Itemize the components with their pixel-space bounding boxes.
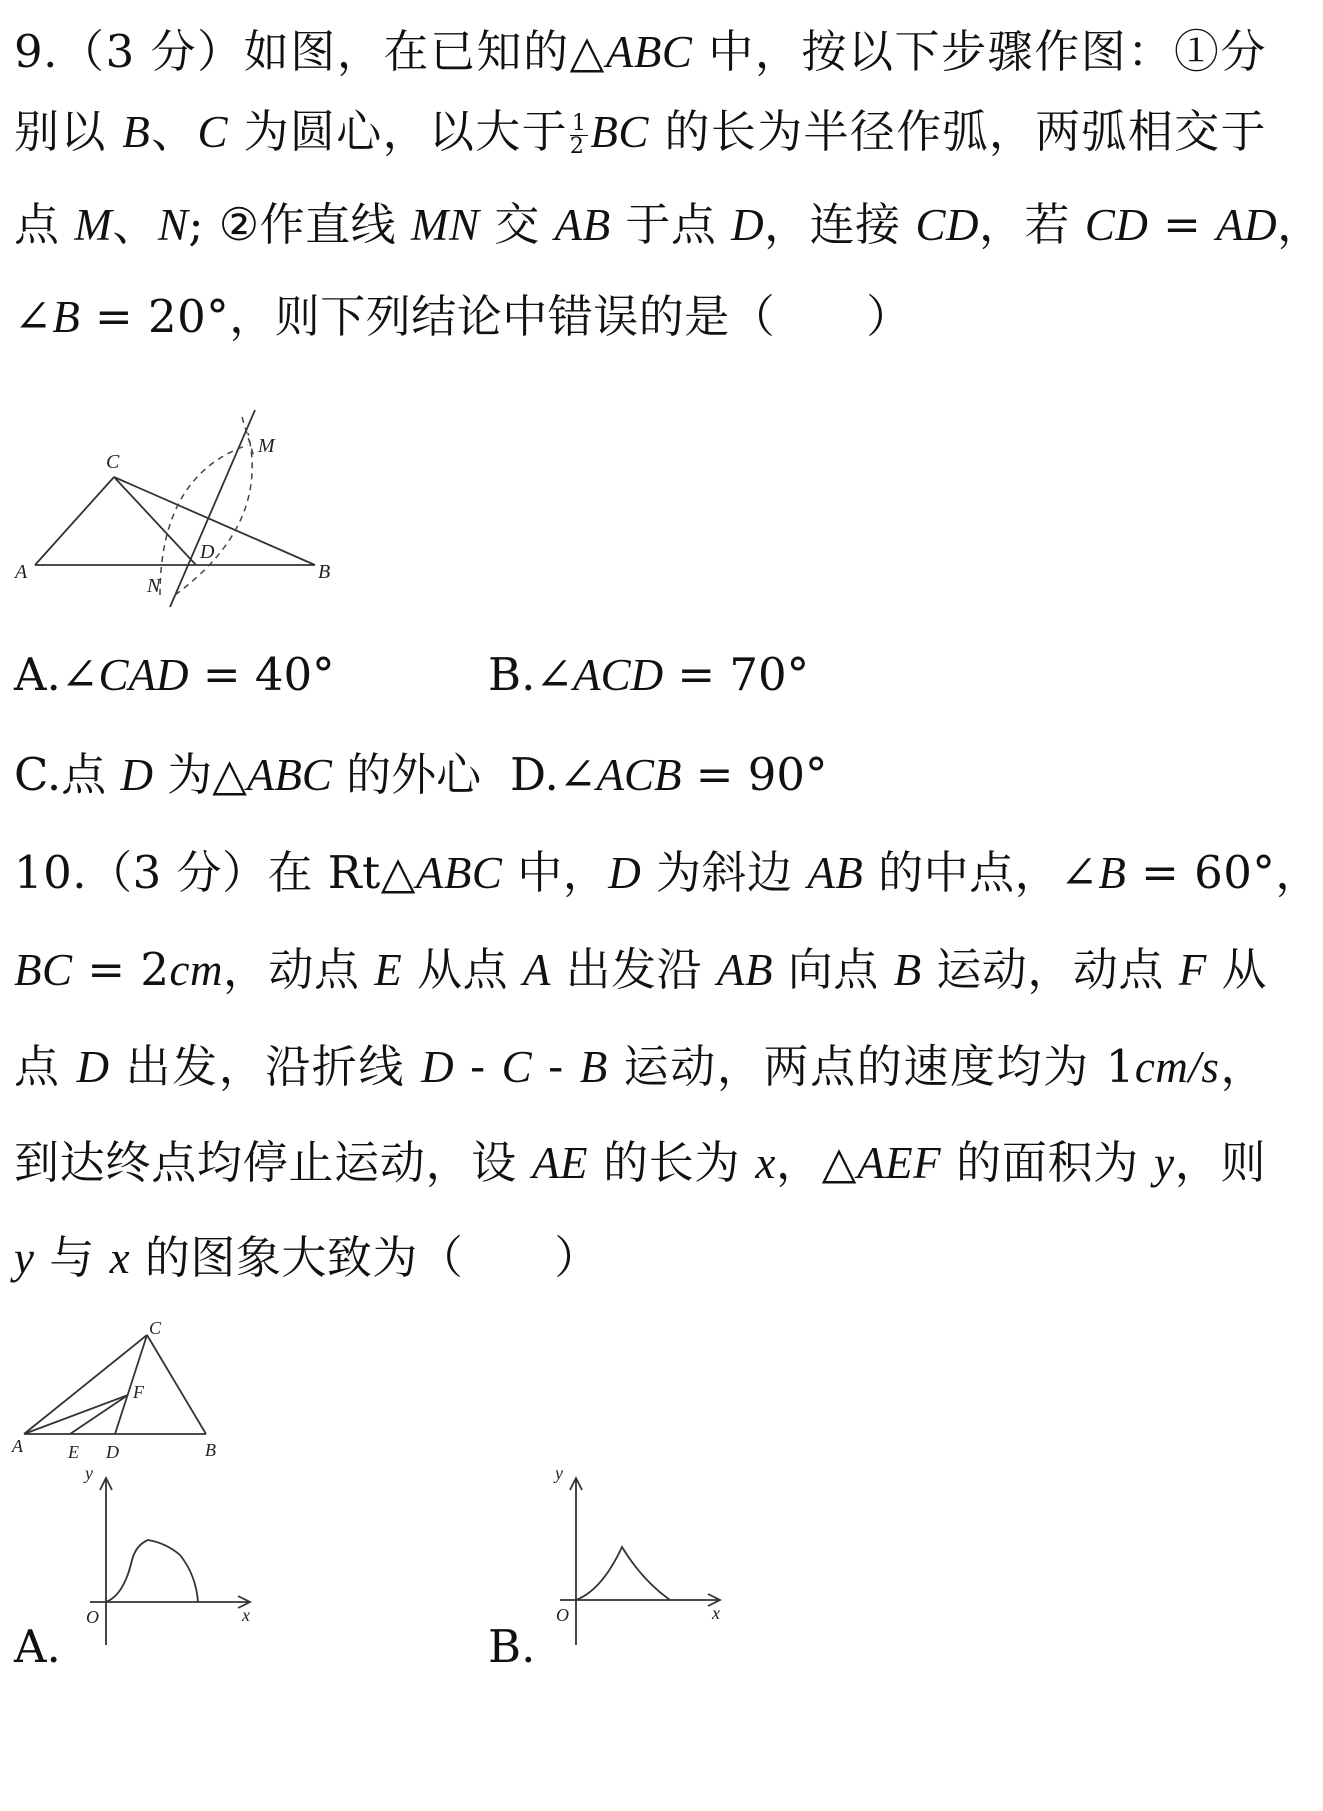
- q10-option-b-label[interactable]: B.: [488, 1620, 536, 1673]
- graph-b-origin-label: O: [556, 1605, 569, 1625]
- label-e: E: [68, 1442, 79, 1462]
- segment-bc: [147, 1335, 206, 1434]
- q9-line-3: 点 M、N; ②作直线 MN 交 AB 于点 D，连接 CD，若 CD = AD，: [14, 198, 1323, 251]
- label-b: B: [318, 561, 331, 583]
- q9-line-4: ∠B = 20°，则下列结论中错误的是（ ）: [14, 290, 912, 343]
- q9-line-2: 别以 B、C 为圆心，以大于 $\frac{1}{2}$ BC 的长为半径作弧，两弧相交于: [14, 105, 1266, 159]
- line-mn: [170, 410, 255, 607]
- arc-from-b: [160, 445, 248, 595]
- label-a: A: [15, 561, 28, 583]
- segment-af: [24, 1395, 128, 1434]
- q10-option-a-graph[interactable]: [60, 1465, 260, 1660]
- q9-triangle-figure: [10, 405, 340, 615]
- label-a: A: [12, 1436, 23, 1456]
- q9-option-c[interactable]: C.点 D 为△ABC 的外心: [14, 748, 482, 801]
- graph-a-y-label: y: [85, 1463, 93, 1483]
- q9-option-b[interactable]: B.∠ACD = 70°: [488, 648, 810, 701]
- label-c: C: [149, 1318, 162, 1338]
- q10-option-b-graph[interactable]: [530, 1465, 730, 1660]
- label-c: C: [106, 451, 120, 473]
- graph-a-curve: [106, 1540, 198, 1602]
- q10-line-4: 到达终点均停止运动，设 AE 的长为 x，△AEF 的面积为 y，则: [14, 1136, 1267, 1189]
- segment-ac: [24, 1335, 147, 1434]
- q10-line-2: BC = 2cm，动点 E 从点 A 出发沿 AB 向点 B 运动，动点 F 从: [14, 943, 1267, 996]
- q10-option-a-label[interactable]: A.: [14, 1620, 61, 1673]
- graph-b-y-label: y: [555, 1463, 563, 1483]
- label-d: D: [200, 541, 215, 563]
- graph-b-curve: [576, 1547, 670, 1600]
- fraction-one-half: $\frac{1}{2}$: [569, 111, 587, 159]
- label-d: D: [106, 1442, 119, 1462]
- q9-option-d[interactable]: D.∠ACB = 90°: [510, 748, 828, 801]
- graph-a-origin-label: O: [86, 1607, 99, 1627]
- segment-ac: [35, 477, 114, 565]
- label-f: F: [133, 1382, 144, 1402]
- q10-line-5: y 与 x 的图象大致为（ ）: [14, 1231, 600, 1284]
- q9-line-1: 9.（3 分）如图，在已知的△ABC 中，按以下步骤作图：①分: [14, 25, 1266, 78]
- label-b: B: [205, 1440, 216, 1460]
- segment-bc: [114, 477, 315, 565]
- q10-line-1: 10.（3 分）在 Rt△ABC 中，D 为斜边 AB 的中点，∠B = 60°，: [14, 846, 1321, 899]
- graph-a-x-label: x: [242, 1605, 250, 1625]
- label-n: N: [147, 575, 161, 597]
- graph-b-x-label: x: [712, 1603, 720, 1623]
- label-m: M: [258, 435, 275, 457]
- q10-line-3: 点 D 出发，沿折线 D - C - B 运动，两点的速度均为 1cm/s，: [14, 1040, 1266, 1093]
- segment-cd: [114, 477, 196, 565]
- q10-triangle-figure: [10, 1318, 240, 1463]
- q9-option-a[interactable]: A.∠CAD = 40°: [14, 648, 335, 701]
- segment-ef: [70, 1395, 128, 1434]
